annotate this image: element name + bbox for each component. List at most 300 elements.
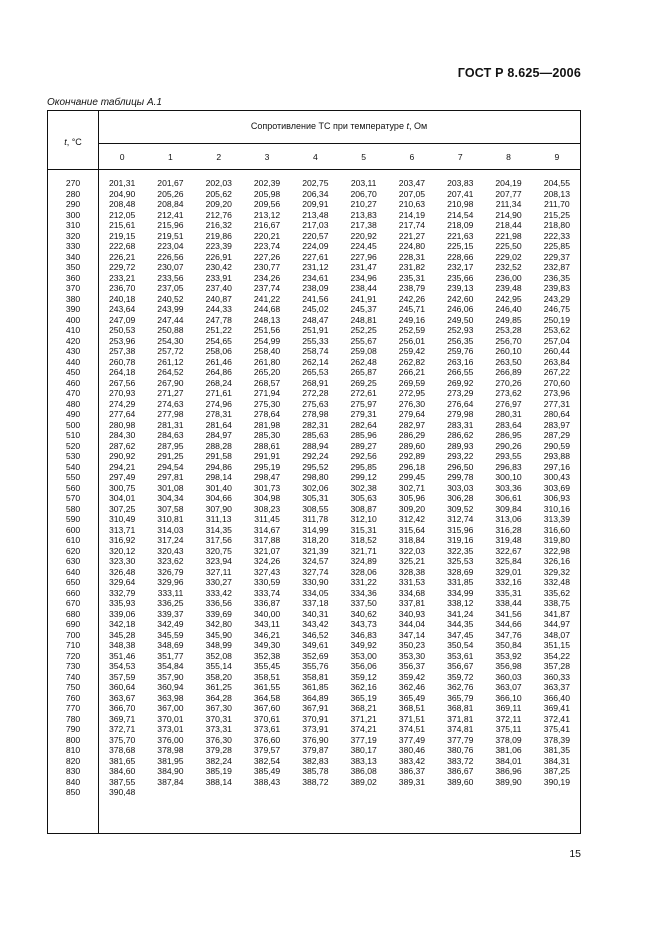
resistance-cell: 281,98 [253, 419, 281, 430]
resistance-cell: 334,36 [350, 587, 377, 598]
resistance-cell: 387,55 [109, 776, 136, 787]
resistance-cell: 249,16 [398, 314, 426, 325]
resistance-cell: 319,48 [495, 535, 522, 545]
resistance-cell: 337,81 [398, 598, 426, 608]
resistance-cell: 376,90 [302, 734, 329, 745]
resistance-cell: 356,98 [495, 661, 522, 671]
resistance-cell: 250,19 [543, 314, 570, 325]
resistance-cell: 311,13 [205, 514, 232, 524]
resistance-cell: 299,78 [447, 472, 474, 482]
resistance-cell: 234,61 [302, 272, 329, 283]
resistance-cell: 306,28 [447, 493, 474, 503]
resistance-cell: 358,51 [253, 671, 281, 682]
resistance-cell: 340,93 [398, 608, 426, 619]
resistance-cell: 271,61 [205, 388, 232, 398]
resistance-cell: 322,35 [447, 545, 474, 556]
resistance-cell: 282,97 [398, 419, 426, 430]
resistance-cell: 242,26 [398, 293, 426, 304]
resistance-cell: 339,06 [109, 608, 136, 619]
resistance-cell: 390,48 [109, 787, 136, 797]
resistance-cell: 277,64 [109, 409, 136, 419]
resistance-cell: 259,08 [350, 346, 377, 356]
resistance-cell: 206,34 [302, 188, 329, 199]
row-temperature: 730 [65, 661, 81, 671]
row-temperature: 500 [65, 419, 81, 430]
resistance-cell: 229,72 [109, 262, 136, 272]
resistance-cell: 224,80 [398, 241, 426, 251]
resistance-cell: 371,81 [447, 713, 474, 724]
temperature-column-header [48, 137, 98, 147]
row-temperature: 670 [65, 598, 81, 608]
resistance-cell: 379,87 [302, 745, 329, 755]
resistance-cell: 301,73 [253, 482, 281, 493]
resistance-cell: 255,67 [350, 335, 377, 346]
resistance-cell: 215,25 [543, 209, 570, 220]
resistance-cell: 291,58 [205, 451, 232, 461]
resistance-cell: 204,90 [109, 188, 136, 199]
resistance-cell: 375,70 [109, 734, 136, 745]
resistance-cell: 205,62 [205, 188, 232, 199]
resistance-cell: 378,68 [109, 745, 136, 755]
resistance-cell: 320,12 [109, 545, 136, 556]
resistance-cell: 248,47 [302, 314, 329, 325]
resistance-cell: 271,94 [253, 388, 281, 398]
resistance-cell: 245,37 [350, 304, 377, 314]
resistance-cell: 243,99 [157, 304, 184, 314]
resistance-cell: 265,20 [253, 367, 281, 377]
row-temperature: 550 [65, 472, 81, 482]
resistance-cell: 242,95 [495, 293, 522, 304]
resistance-cell: 294,86 [205, 461, 232, 472]
resistance-cell: 245,71 [398, 304, 426, 314]
resistance-cell: 327,74 [302, 566, 329, 577]
resistance-cell: 201,67 [157, 178, 184, 188]
row-temperature: 270 [65, 178, 81, 188]
resistance-cell: 306,61 [495, 493, 522, 503]
resistance-cell: 253,62 [543, 325, 570, 335]
row-temperature: 400 [65, 314, 81, 325]
resistance-cell: 367,00 [157, 703, 184, 713]
resistance-cell: 382,24 [205, 755, 232, 766]
resistance-cell: 294,54 [157, 461, 184, 472]
resistance-cell: 229,02 [495, 251, 522, 262]
resistance-cell: 232,87 [543, 262, 570, 272]
row-temperature: 620 [65, 545, 81, 556]
resistance-cell: 221,98 [495, 230, 522, 241]
resistance-cell: 318,52 [350, 535, 377, 545]
resistance-cell: 251,56 [253, 325, 281, 335]
resistance-cell: 298,14 [205, 472, 232, 482]
resistance-cell: 323,62 [157, 556, 184, 566]
resistance-cell: 357,59 [109, 671, 136, 682]
resistance-cell: 264,18 [109, 367, 136, 377]
row-temperature: 290 [65, 199, 81, 209]
resistance-cell: 377,19 [350, 734, 377, 745]
resistance-cell: 389,90 [495, 776, 522, 787]
resistance-cell: 219,51 [157, 230, 184, 241]
resistance-cell: 312,10 [350, 514, 377, 524]
resistance-cell: 286,29 [398, 430, 426, 440]
resistance-cell: 364,89 [302, 692, 329, 703]
resistance-cell: 226,21 [109, 251, 136, 262]
resistance-cell: 230,42 [205, 262, 232, 272]
resistance-cell: 294,21 [109, 461, 136, 472]
resistance-cell: 257,04 [543, 335, 570, 346]
resistance-cell: 246,40 [495, 304, 522, 314]
resistance-cell: 329,01 [495, 566, 522, 577]
resistance-cell: 328,69 [447, 566, 474, 577]
resistance-cell: 321,71 [350, 545, 377, 556]
resistance-cell: 353,30 [398, 650, 426, 661]
resistance-cell: 370,01 [157, 713, 184, 724]
resistance-cell: 265,87 [350, 367, 377, 377]
resistance-cell: 302,38 [350, 482, 377, 493]
resistance-cell: 255,33 [302, 335, 329, 346]
resistance-cell: 376,30 [205, 734, 232, 745]
resistance-cell: 383,13 [350, 755, 377, 766]
resistance-cell: 389,60 [447, 776, 474, 787]
resistance-cell: 270,26 [495, 377, 522, 388]
resistance-cell: 268,91 [302, 377, 329, 388]
resistance-cell: 278,98 [302, 409, 329, 419]
resistance-cell: 275,97 [350, 398, 377, 409]
resistance-cell: 320,75 [205, 545, 232, 556]
resistance-cell: 310,49 [109, 514, 136, 524]
resistance-cell: 203,47 [398, 178, 426, 188]
row-temperature: 530 [65, 451, 81, 461]
resistance-cell: 227,26 [253, 251, 281, 262]
resistance-cell: 348,07 [543, 629, 570, 640]
resistance-cell: 334,99 [447, 587, 474, 598]
resistance-cell: 333,74 [253, 587, 281, 598]
resistance-cell: 233,56 [157, 272, 184, 283]
resistance-cell: 250,88 [157, 325, 184, 335]
resistance-cell: 362,16 [350, 682, 377, 692]
resistance-cell: 211,34 [495, 199, 522, 209]
row-temperature: 390 [65, 304, 81, 314]
resistance-cell: 293,55 [495, 451, 522, 461]
resistance-cell: 351,46 [109, 650, 136, 661]
resistance-cell: 336,87 [253, 598, 281, 608]
row-temperature: 710 [65, 640, 81, 650]
resistance-cell: 316,92 [109, 535, 136, 545]
resistance-cell: 319,80 [543, 535, 570, 545]
resistance-cell: 324,57 [302, 556, 329, 566]
resistance-cell: 372,41 [543, 713, 570, 724]
resistance-cell: 232,52 [495, 262, 522, 272]
resistance-cell: 340,31 [302, 608, 329, 619]
resistance-cell: 342,80 [205, 619, 232, 629]
resistance-cell: 303,69 [543, 482, 570, 493]
resistance-cell: 277,98 [157, 409, 184, 419]
resistance-cell: 254,65 [205, 335, 232, 346]
resistance-cell: 307,90 [205, 503, 232, 514]
resistance-cell: 336,56 [205, 598, 232, 608]
row-temperature: 630 [65, 556, 81, 566]
resistance-cell: 323,94 [205, 556, 232, 566]
resistance-cell: 291,91 [253, 451, 281, 461]
resistance-cell: 268,57 [253, 377, 281, 388]
resistance-cell: 335,31 [495, 587, 522, 598]
resistance-cell: 210,63 [398, 199, 426, 209]
resistance-cell: 233,91 [205, 272, 232, 283]
resistance-cell: 213,83 [350, 209, 377, 220]
resistance-cell: 352,69 [302, 650, 329, 661]
resistance-cell: 369,41 [543, 703, 570, 713]
resistance-cell: 376,00 [157, 734, 184, 745]
resistance-cell: 337,50 [350, 598, 377, 608]
resistance-cell: 386,67 [447, 766, 474, 776]
resistance-cell: 303,36 [495, 482, 522, 493]
row-temperature: 580 [65, 503, 81, 514]
resistance-cell: 252,93 [447, 325, 474, 335]
resistance-cell: 288,28 [205, 440, 232, 451]
resistance-cell: 356,06 [350, 661, 377, 671]
row-temperature: 480 [65, 398, 81, 409]
resistance-cell: 248,13 [253, 314, 281, 325]
resistance-cell: 360,64 [109, 682, 136, 692]
resistance-cell: 257,38 [109, 346, 136, 356]
resistance-cell: 334,05 [302, 587, 329, 598]
resistance-cell: 247,44 [157, 314, 184, 325]
resistance-cell: 277,31 [543, 398, 570, 409]
resistance-cell: 370,91 [302, 713, 329, 724]
digit-header-0: 0 [119, 152, 125, 162]
resistance-cell: 209,91 [302, 199, 329, 209]
resistance-cell: 297,16 [543, 461, 570, 472]
resistance-cell: 283,64 [495, 419, 522, 430]
resistance-cell: 268,24 [205, 377, 232, 388]
resistance-cell: 386,08 [350, 766, 377, 776]
resistance-cell: 341,24 [447, 608, 474, 619]
resistance-cell: 263,50 [495, 356, 522, 367]
resistance-cell: 359,12 [350, 671, 377, 682]
row-temperature: 490 [65, 409, 81, 419]
resistance-cell: 372,11 [495, 713, 522, 724]
resistance-cell: 234,26 [253, 272, 281, 283]
resistance-cell: 261,80 [253, 356, 281, 367]
resistance-cell: 309,20 [398, 503, 426, 514]
resistance-cell: 346,52 [302, 629, 329, 640]
resistance-cell: 239,13 [447, 283, 474, 293]
resistance-cell: 242,60 [447, 293, 474, 304]
resistance-cell: 348,38 [109, 640, 136, 650]
resistance-cell: 375,41 [543, 724, 570, 734]
resistance-cell: 251,22 [205, 325, 232, 335]
resistance-cell: 371,51 [398, 713, 426, 724]
header-sub-divider [98, 143, 580, 144]
resistance-cell: 213,48 [302, 209, 329, 220]
resistance-cell: 247,09 [109, 314, 136, 325]
resistance-cell: 381,35 [543, 745, 570, 755]
resistance-cell: 379,57 [253, 745, 281, 755]
resistance-cell: 313,39 [543, 514, 570, 524]
table-caption: Окончание таблицы А.1 [47, 97, 162, 108]
resistance-cell: 284,97 [205, 430, 232, 440]
resistance-cell: 374,21 [350, 724, 377, 734]
resistance-cell: 390,19 [543, 776, 570, 787]
resistance-cell: 307,25 [109, 503, 136, 514]
row-temperature: 560 [65, 482, 81, 493]
resistance-cell: 352,08 [205, 650, 232, 661]
resistance-cell: 238,79 [398, 283, 426, 293]
resistance-cell: 274,63 [157, 398, 184, 409]
resistance-cell: 295,19 [253, 461, 281, 472]
resistance-cell: 292,56 [350, 451, 377, 461]
resistance-cell: 285,30 [253, 430, 281, 440]
digit-header-3: 3 [264, 152, 270, 162]
resistance-cell: 345,59 [157, 629, 184, 640]
resistance-cell: 261,46 [205, 356, 232, 367]
resistance-cell: 279,98 [447, 409, 474, 419]
resistance-cell: 364,58 [253, 692, 281, 703]
resistance-cell: 297,81 [157, 472, 184, 482]
resistance-cell: 355,45 [253, 661, 281, 671]
resistance-cell: 274,29 [109, 398, 136, 409]
resistance-cell: 381,65 [109, 755, 136, 766]
resistance-cell: 319,16 [447, 535, 474, 545]
resistance-table [47, 110, 581, 834]
resistance-cell: 203,83 [447, 178, 474, 188]
resistance-cell: 241,22 [253, 293, 281, 304]
resistance-cell: 353,92 [495, 650, 522, 661]
resistance-cell: 369,11 [495, 703, 522, 713]
resistance-cell: 330,59 [253, 577, 281, 587]
resistance-cell: 389,02 [350, 776, 377, 787]
resistance-cell: 304,66 [205, 493, 232, 503]
resistance-cell: 234,96 [350, 272, 377, 283]
resistance-cell: 207,41 [447, 188, 474, 199]
resistance-cell: 244,33 [205, 304, 232, 314]
resistance-group-header [98, 121, 580, 131]
row-temperature: 720 [65, 650, 81, 661]
resistance-cell: 378,09 [495, 734, 522, 745]
row-temperature: 370 [65, 283, 81, 293]
resistance-cell: 248,81 [350, 314, 377, 325]
resistance-cell: 205,26 [157, 188, 184, 199]
resistance-cell: 220,92 [350, 230, 377, 241]
resistance-cell: 217,03 [302, 220, 329, 230]
resistance-cell: 292,24 [302, 451, 329, 461]
resistance-cell: 359,42 [398, 671, 426, 682]
resistance-cell: 386,37 [398, 766, 426, 776]
resistance-cell: 221,27 [398, 230, 426, 241]
resistance-cell: 343,73 [350, 619, 377, 629]
resistance-cell: 300,10 [495, 472, 522, 482]
resistance-cell: 309,84 [495, 503, 522, 514]
document-code: ГОСТ Р 8.625—2006 [457, 66, 581, 80]
resistance-cell: 344,97 [543, 619, 570, 629]
resistance-cell: 335,93 [109, 598, 136, 608]
row-temperature: 320 [65, 230, 81, 241]
resistance-cell: 289,27 [350, 440, 377, 451]
resistance-cell: 342,18 [109, 619, 136, 629]
resistance-cell: 310,16 [543, 503, 570, 514]
resistance-cell: 209,56 [253, 199, 281, 209]
resistance-cell: 349,92 [350, 640, 377, 650]
resistance-cell: 300,75 [109, 482, 136, 493]
resistance-cell: 273,29 [447, 388, 474, 398]
resistance-cell: 380,17 [350, 745, 377, 755]
resistance-cell: 240,18 [109, 293, 136, 304]
resistance-cell: 252,25 [350, 325, 377, 335]
resistance-cell: 293,88 [543, 451, 570, 461]
resistance-cell: 210,27 [350, 199, 377, 209]
resistance-cell: 250,53 [109, 325, 136, 335]
resistance-cell: 366,10 [495, 692, 522, 703]
resistance-cell: 219,15 [109, 230, 136, 241]
resistance-cell: 326,48 [109, 566, 136, 577]
resistance-cell: 317,24 [157, 535, 184, 545]
resistance-cell: 235,31 [398, 272, 426, 283]
resistance-cell: 324,89 [350, 556, 377, 566]
resistance-cell: 385,78 [302, 766, 329, 776]
resistance-cell: 292,89 [398, 451, 426, 461]
group-title-post: , Ом [408, 121, 428, 131]
resistance-cell: 202,39 [253, 178, 281, 188]
resistance-cell: 223,04 [157, 241, 184, 251]
resistance-cell: 213,12 [253, 209, 281, 220]
resistance-cell: 364,28 [205, 692, 232, 703]
resistance-cell: 362,76 [447, 682, 474, 692]
resistance-cell: 266,55 [447, 367, 474, 377]
resistance-cell: 379,28 [205, 745, 232, 755]
resistance-cell: 261,12 [157, 356, 184, 367]
resistance-cell: 249,85 [495, 314, 522, 325]
resistance-cell: 269,25 [350, 377, 377, 388]
resistance-cell: 239,83 [543, 283, 570, 293]
resistance-cell: 226,91 [205, 251, 232, 262]
resistance-cell: 354,53 [109, 661, 136, 671]
resistance-cell: 304,34 [157, 493, 184, 503]
resistance-cell: 293,22 [447, 451, 474, 461]
row-temperature: 840 [65, 776, 81, 787]
resistance-cell: 356,37 [398, 661, 426, 671]
resistance-cell: 266,21 [398, 367, 426, 377]
resistance-cell: 328,06 [350, 566, 377, 577]
resistance-cell: 246,75 [543, 304, 570, 314]
resistance-cell: 201,31 [109, 178, 136, 188]
resistance-cell: 361,55 [253, 682, 281, 692]
resistance-cell: 353,61 [447, 650, 474, 661]
resistance-cell: 325,84 [495, 556, 522, 566]
resistance-cell: 273,62 [495, 388, 522, 398]
resistance-cell: 302,06 [302, 482, 329, 493]
row-temperature: 310 [65, 220, 81, 230]
resistance-cell: 262,14 [302, 356, 329, 367]
row-temperature: 430 [65, 346, 81, 356]
resistance-cell: 219,86 [205, 230, 232, 241]
resistance-cell: 373,91 [302, 724, 329, 734]
resistance-cell: 344,04 [398, 619, 426, 629]
resistance-cell: 258,06 [205, 346, 232, 356]
resistance-cell: 254,99 [253, 335, 281, 346]
resistance-cell: 264,52 [157, 367, 184, 377]
resistance-cell: 368,21 [350, 703, 377, 713]
row-temperature: 360 [65, 272, 81, 283]
resistance-cell: 303,03 [447, 482, 474, 493]
resistance-cell: 305,31 [302, 493, 329, 503]
resistance-cell: 295,85 [350, 461, 377, 472]
resistance-cell: 262,82 [398, 356, 426, 367]
resistance-cell: 327,43 [253, 566, 281, 577]
resistance-cell: 281,31 [157, 419, 184, 430]
resistance-cell: 291,25 [157, 451, 184, 461]
resistance-cell: 290,26 [495, 440, 522, 451]
resistance-cell: 325,21 [398, 556, 426, 566]
resistance-cell: 352,38 [253, 650, 281, 661]
resistance-cell: 236,00 [495, 272, 522, 283]
